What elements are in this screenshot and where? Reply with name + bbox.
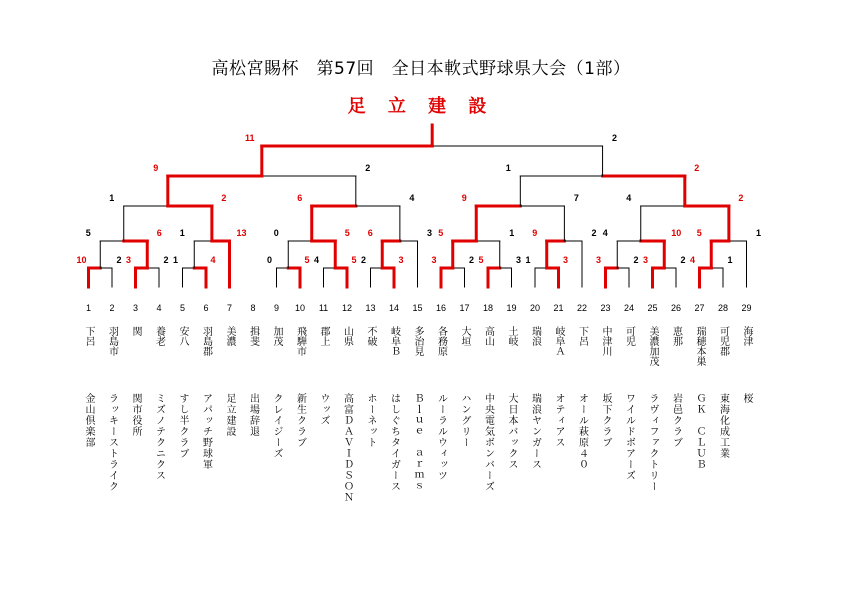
match-m20-score-b: 1 [755,228,762,238]
team-name: 出場辞退 [247,393,259,437]
team-area: 可児 [623,326,635,346]
team-name: ハングリー [459,393,470,448]
match-m11-score-b: 2 [680,255,686,265]
match-m18-score-a: 9 [532,228,538,238]
team-number: 29 [741,303,752,313]
match-m19-score-b: 10 [671,228,682,238]
team-number: 19 [506,303,517,313]
team-number: 22 [576,303,588,313]
match-m24-score-a: 4 [626,193,632,203]
team-number: 20 [529,303,541,313]
team-name: ホーネット [365,393,376,448]
team-area: 美濃加茂 [647,326,658,366]
match-m14-score-b: 13 [236,228,247,238]
team-area: 高山 [482,326,494,346]
match-m8-score-b: 3 [515,255,522,265]
match-m21-score-b: 2 [221,193,227,203]
match-m13-score-a: 5 [85,228,91,238]
team-number: 16 [435,303,447,313]
team-name: 高富ＤＡＶＩＤＳＯＮ [341,393,353,503]
match-m15-score-a: 0 [273,228,279,238]
match-m7-score-a: 3 [431,255,437,265]
match-m4-score-a: 0 [266,255,273,265]
match-m11-score-a: 3 [642,255,649,265]
match-m26-score-b: 2 [694,163,700,173]
team-number: 13 [365,303,376,313]
match-m16-score-b: 3 [426,228,433,238]
team-number: 9 [273,303,280,313]
team-number: 17 [459,303,470,313]
match-m15-score-b: 5 [344,228,350,238]
match-m17-score-b: 1 [509,228,515,238]
match-m9-score-a: 1 [525,255,531,265]
team-area: 瑞浪 [529,326,541,346]
team-name: 坂下クラブ [600,393,611,448]
team-name: Ｂｌｕｅ ａｒｍｓ [412,393,423,492]
match-m25-score-a: 9 [153,163,159,173]
team-area: 飛騨市 [294,326,306,356]
team-name: クレイジーズ [271,393,282,459]
match-m27-score-a: 11 [245,133,255,143]
match-m13-score-b: 6 [156,228,162,238]
match-m5-score-b: 5 [351,255,357,265]
team-name: すし半クラブ [177,393,188,459]
team-area: 下呂 [83,326,94,346]
team-number: 6 [203,303,209,313]
team-number: 4 [156,303,162,313]
team-number: 12 [341,303,353,313]
team-number: 3 [132,303,139,313]
team-number: 25 [647,303,658,313]
team-number: 11 [318,303,329,313]
team-name: 中央電気ボンバーズ [482,393,494,492]
match-m5-score-a: 4 [313,255,320,265]
match-m1-score-b: 2 [116,255,122,265]
team-area: 羽島郡 [200,326,212,356]
team-area: 多治見 [412,326,423,356]
team-name: 桜 [741,393,752,404]
team-name: 東海化成工業 [717,393,729,459]
match-m6-score-b: 3 [398,255,404,265]
match-m14-score-a: 1 [179,228,185,238]
team-name: ＧＫ ＣＬＵＢ [694,393,705,470]
match-m20-score-a: 5 [696,228,702,238]
match-m23-score-b: 7 [573,193,579,203]
team-area: 養老 [153,326,165,346]
team-name: ミズノテクニクス [153,393,165,481]
team-name: 新生クラブ [294,393,306,448]
team-name: 瑞浪ヤンガース [529,393,541,470]
team-area: 大垣 [459,326,470,346]
team-area: 山県 [341,326,353,346]
match-m4-score-b: 5 [304,255,310,265]
team-area: 不破 [365,326,376,346]
champion-name: 足 立 建 設 [347,96,495,117]
team-area: 関 [130,326,141,336]
team-number: 18 [482,303,494,313]
team-name: 関市役所 [130,393,141,437]
team-name: アパッチ野球軍 [200,393,212,470]
team-number: 2 [109,303,115,313]
team-area: 羽島市 [106,326,118,356]
team-area: 各務原 [435,326,447,356]
match-m12-score-a: 4 [689,255,696,265]
team-name: 足立建設 [224,393,235,437]
team-area: 加茂 [271,326,282,346]
page-title: 高松宮賜杯 第57回 全日本軟式野球県大会（1部） [211,59,631,79]
team-area: 瑞穂本巣 [694,326,705,366]
team-area: 岐阜Ａ [553,326,564,356]
match-m24-score-b: 2 [738,193,744,203]
team-number: 28 [717,303,729,313]
team-number: 21 [553,303,564,313]
team-area: 可児郡 [717,326,729,356]
match-m12-score-b: 1 [727,255,733,265]
team-number: 5 [179,303,186,313]
team-number: 1 [85,303,92,313]
match-m23-score-a: 9 [461,193,467,203]
team-name: オティアス [553,393,564,448]
match-m22-score-a: 6 [297,193,303,203]
match-m3-score-a: 1 [172,255,179,265]
team-area: 中津川 [600,326,611,356]
team-area: 美濃 [224,326,235,346]
match-m2-score-a: 3 [125,255,132,265]
match-m7-score-b: 2 [468,255,475,265]
team-number: 8 [250,303,256,313]
match-m2-score-b: 2 [163,255,169,265]
team-number: 7 [226,303,233,313]
match-m25-score-b: 2 [365,163,371,173]
match-m21-score-a: 1 [109,193,115,203]
match-m27-score-b: 2 [612,133,618,143]
match-m18-score-b: 2 [591,228,597,238]
match-m9-score-b: 3 [562,255,569,265]
match-m10-score-b: 2 [633,255,639,265]
team-area: 下呂 [576,326,588,346]
match-m22-score-b: 4 [409,193,415,203]
team-number: 26 [670,303,682,313]
team-area: 恵那 [670,326,682,346]
team-area: 揖斐 [247,326,259,346]
match-m1-score-a: 10 [76,255,87,265]
team-name: 金山倶楽部 [83,393,94,448]
match-m26-score-a: 1 [505,163,511,173]
match-m17-score-a: 5 [438,228,444,238]
team-number: 23 [600,303,611,313]
match-m6-score-a: 2 [360,255,367,265]
team-area: 岐阜Ｂ [388,326,400,356]
team-number: 14 [388,303,400,313]
match-m8-score-a: 5 [478,255,484,265]
match-m19-score-a: 4 [602,228,608,238]
team-area: 安八 [177,326,188,346]
match-m16-score-a: 6 [367,228,373,238]
team-area: 海津 [741,326,752,346]
team-name: はしぐちタイガース [388,393,400,492]
team-name: ラヴィファクトリー [647,393,658,492]
match-m3-score-b: 4 [210,255,216,265]
team-name: オール萩原４０ [576,393,588,470]
team-number: 15 [412,303,423,313]
team-name: ルーラルウィッツ [435,393,447,481]
team-area: 土岐 [506,326,517,346]
team-name: ワイルドボアーズ [623,393,635,481]
team-name: 岩邑クラブ [670,393,682,448]
team-number: 27 [694,303,705,313]
team-name: ウッズ [318,393,329,426]
team-number: 10 [294,303,306,313]
team-name: 大日本バックス [506,393,517,470]
team-area: 郡上 [318,326,329,346]
team-number: 24 [623,303,635,313]
match-m10-score-a: 3 [595,255,602,265]
team-name: ラッキーストライク [106,393,118,492]
